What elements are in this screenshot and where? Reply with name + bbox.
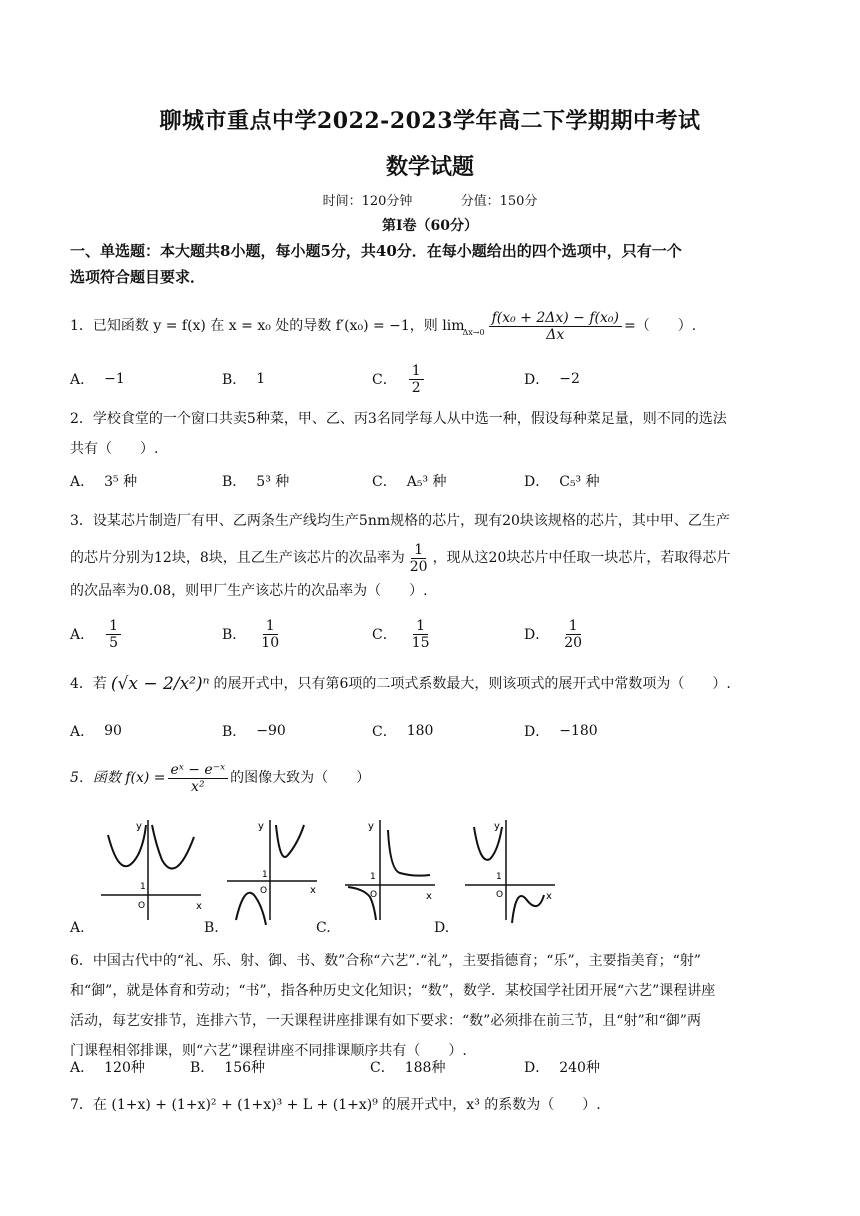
q4-option-b[interactable]	[222, 716, 286, 746]
q3-line-2a: 的芯片分别为12块，8块，且乙生产该芯片的次品率为	[70, 550, 405, 566]
q6-line-2: 和“御”，就是体育和劳动；“书”，指各种历史文化知识；“数”，数学．某校国学社团开展“六艺”课程讲座	[70, 983, 716, 999]
y-label: y	[368, 821, 374, 832]
q1-frac-den: Δx	[546, 326, 565, 343]
q6-line-4: 门课程相邻排课，则“六艺”课程讲座不同排课顺序共有（ ）.	[70, 1043, 467, 1059]
q5-graph-a[interactable]	[96, 815, 206, 925]
q6-option-b[interactable]	[190, 1052, 265, 1082]
q6-option-a[interactable]	[70, 1052, 145, 1082]
option-text: −1	[104, 371, 125, 387]
option-text: 90	[104, 723, 122, 739]
q5-graph-d[interactable]	[460, 815, 560, 925]
x-label: x	[310, 885, 316, 896]
option-label: B．	[190, 1060, 215, 1076]
x-label: x	[196, 901, 202, 912]
q5-graph-c[interactable]	[340, 815, 440, 925]
q3-line-3: 的次品率为0.08，则甲厂生产该芯片的次品率为（ ）.	[70, 583, 428, 599]
exam-score: 分值：150分	[460, 194, 538, 209]
q5-stem-b: 的图像大致为（ ）	[230, 770, 371, 786]
q4-option-d[interactable]	[524, 716, 598, 746]
question-6	[70, 946, 800, 1066]
exam-subtitle: 数学试题	[385, 154, 474, 180]
part-heading: 第Ⅰ卷（60分）	[381, 218, 479, 234]
option-fraction	[258, 618, 282, 651]
q1-fraction	[489, 310, 622, 343]
q4-option-c[interactable]	[372, 716, 433, 746]
q3-options	[70, 612, 800, 656]
q3-line-1: 3．设某芯片制造厂有甲、乙两条生产线均生产5nm规格的芯片，现有20块该规格的芯片，其中甲、乙生产	[70, 513, 730, 529]
exam-meta	[0, 190, 860, 209]
q2-option-c[interactable]	[372, 466, 447, 496]
q2-option-d[interactable]	[524, 466, 600, 496]
q3-option-c[interactable]	[372, 612, 435, 656]
q3-option-d[interactable]	[524, 612, 587, 656]
q6-line-1: 6．中国古代中的“礼、乐、射、御、书、数”合称“六艺”.“礼”，主要指德育；“乐”，主要指美育；“射”	[70, 953, 701, 969]
option-text: 240种	[559, 1060, 600, 1076]
frac-den: 5	[109, 634, 119, 651]
frac-den: 20	[409, 558, 428, 575]
option-label: B．	[222, 724, 247, 740]
q2-option-b[interactable]	[222, 466, 289, 496]
frac-den: 10	[261, 634, 280, 651]
q3-fraction	[407, 542, 431, 575]
q4-stem-a: 4．若	[70, 676, 107, 692]
section-line-1: 一、单选题：本大题共8小题，每小题5分，共40分．在每小题给出的四个选项中，只有一个	[70, 242, 682, 260]
one-label: 1	[496, 872, 502, 882]
option-fraction	[409, 618, 433, 651]
option-label: C．	[370, 1060, 395, 1076]
q6-option-d[interactable]	[524, 1052, 600, 1082]
q1-stem-a: 1．已知函数 y = f(x) 在 x = x₀ 处的导数 f′(x₀) = −1，则 lim	[70, 318, 465, 334]
option-label: A．	[70, 372, 95, 388]
q1-frac-num: f(x₀ + 2Δx) − f(x₀)	[489, 310, 622, 327]
option-label: D．	[524, 372, 550, 388]
q1-option-a[interactable]	[70, 364, 125, 394]
option-text: 188种	[404, 1060, 446, 1076]
q5-fraction	[168, 762, 229, 795]
q3-line-2b: ，现从这20块芯片中任取一块芯片，若取得芯片	[432, 550, 731, 566]
option-label: B．	[222, 372, 247, 388]
option-label: B．	[222, 627, 247, 643]
frac-num: 1	[413, 618, 428, 635]
q1-options	[70, 364, 800, 394]
x-label: x	[546, 891, 552, 902]
option-fraction	[409, 363, 424, 396]
frac-num: 1	[263, 618, 278, 635]
frac-num: 1	[106, 618, 121, 635]
one-label: 1	[140, 882, 146, 892]
q5-option-c[interactable]: C.	[316, 920, 331, 936]
option-text: −90	[256, 723, 286, 739]
origin-label: O	[496, 890, 504, 900]
q6-option-c[interactable]	[370, 1052, 445, 1082]
curve-right	[152, 825, 194, 869]
question-3	[70, 506, 800, 536]
option-text: 120种	[104, 1060, 145, 1076]
q2-option-a[interactable]	[70, 466, 137, 496]
exam-time: 时间：120分钟	[322, 194, 413, 209]
option-text: −2	[559, 371, 580, 387]
frac-num: 1	[411, 542, 426, 559]
frac-den: 15	[411, 634, 430, 651]
y-label: y	[494, 821, 500, 832]
option-fraction	[106, 618, 121, 651]
option-text: C₅³ 种	[559, 474, 600, 490]
section-heading	[70, 238, 800, 290]
q4-expression: (√x − 2/x²)ⁿ	[110, 674, 210, 694]
origin-label: O	[260, 886, 268, 896]
question-4	[70, 664, 800, 704]
option-label: A．	[70, 1060, 95, 1076]
origin-label: O	[138, 901, 146, 911]
option-label: C．	[372, 372, 397, 388]
option-text: −180	[559, 723, 598, 739]
q5-option-b[interactable]: B.	[204, 920, 219, 936]
one-label: 1	[262, 870, 268, 880]
q5-option-a[interactable]: A.	[70, 920, 85, 936]
curve-right	[276, 825, 304, 857]
origin-label: O	[370, 890, 378, 900]
question-5	[70, 756, 800, 800]
q2-options	[70, 466, 800, 496]
option-label: D．	[524, 724, 550, 740]
option-label: A．	[70, 474, 95, 490]
q3-option-a[interactable]	[70, 612, 123, 656]
option-text: 156种	[224, 1060, 266, 1076]
q5-option-d[interactable]: D.	[434, 920, 450, 936]
option-label: C．	[372, 474, 397, 490]
q2-line-1: 2．学校食堂的一个窗口共卖5种菜，甲、乙、丙3名同学每人从中选一种，假设每种菜足量，则不同的选法	[70, 411, 727, 427]
question-7: 7．在 (1+x) + (1+x)² + (1+x)³ + L + (1+x)⁹ 的展开式中，x³ 的系数为（ ）.	[70, 1097, 601, 1113]
option-label: D．	[524, 474, 550, 490]
exam-title: 聊城市重点中学2022-2023学年高二下学期期中考试	[159, 108, 701, 134]
y-label: y	[258, 821, 264, 832]
option-label: D．	[524, 1060, 550, 1076]
option-text: 3⁵ 种	[104, 474, 138, 490]
frac-num: 1	[566, 618, 581, 635]
q1-lim-sub: Δx→0	[462, 328, 485, 337]
q4-options	[70, 716, 800, 746]
one-label: 1	[370, 872, 376, 882]
q4-stem-b: 的展开式中，只有第6项的二项式系数最大，则该项式的展开式中常数项为（ ）.	[213, 676, 731, 692]
x-label: x	[426, 891, 432, 902]
q5-graph-b[interactable]	[222, 815, 322, 925]
option-fraction	[561, 618, 585, 651]
q1-stem-b: =（ ）.	[623, 318, 697, 334]
option-text: 1	[256, 371, 266, 387]
section-line-2: 选项符合题目要求．	[70, 268, 206, 286]
q3-option-b[interactable]	[222, 612, 284, 656]
y-label: y	[136, 821, 142, 832]
q1-option-d[interactable]	[524, 364, 580, 394]
q4-option-a[interactable]	[70, 716, 122, 746]
frac-num: 1	[409, 363, 424, 380]
q5-stem-a: 5．函数 f(x) =	[70, 770, 166, 786]
curve-left	[236, 893, 266, 925]
option-label: B．	[222, 474, 247, 490]
curve-right	[388, 830, 430, 876]
option-label: C．	[372, 627, 397, 643]
q3-line-2	[70, 536, 800, 580]
q2-line-2: 共有（ ）.	[70, 441, 159, 457]
q6-line-3: 活动，每艺安排节，连排六节，一天课程讲座排课有如下要求：“数”必须排在前三节，且“射”和“御”两	[70, 1013, 701, 1029]
frac-den: 2	[411, 379, 421, 396]
option-text: 180	[406, 723, 434, 739]
question-2	[70, 404, 800, 464]
frac-den: 20	[564, 634, 583, 651]
q1-option-c[interactable]	[372, 364, 426, 394]
option-label: A．	[70, 627, 95, 643]
option-text: 5³ 种	[256, 474, 290, 490]
option-label: C．	[372, 724, 397, 740]
option-text: A₅³ 种	[406, 474, 447, 490]
question-1	[70, 308, 800, 344]
frac-den: x²	[191, 778, 205, 795]
option-label: A．	[70, 724, 95, 740]
frac-num: eˣ − e⁻ˣ	[168, 762, 229, 779]
option-label: D．	[524, 627, 550, 643]
q1-option-b[interactable]	[222, 364, 265, 394]
curve-right	[512, 895, 544, 923]
q6-options	[70, 1052, 800, 1082]
